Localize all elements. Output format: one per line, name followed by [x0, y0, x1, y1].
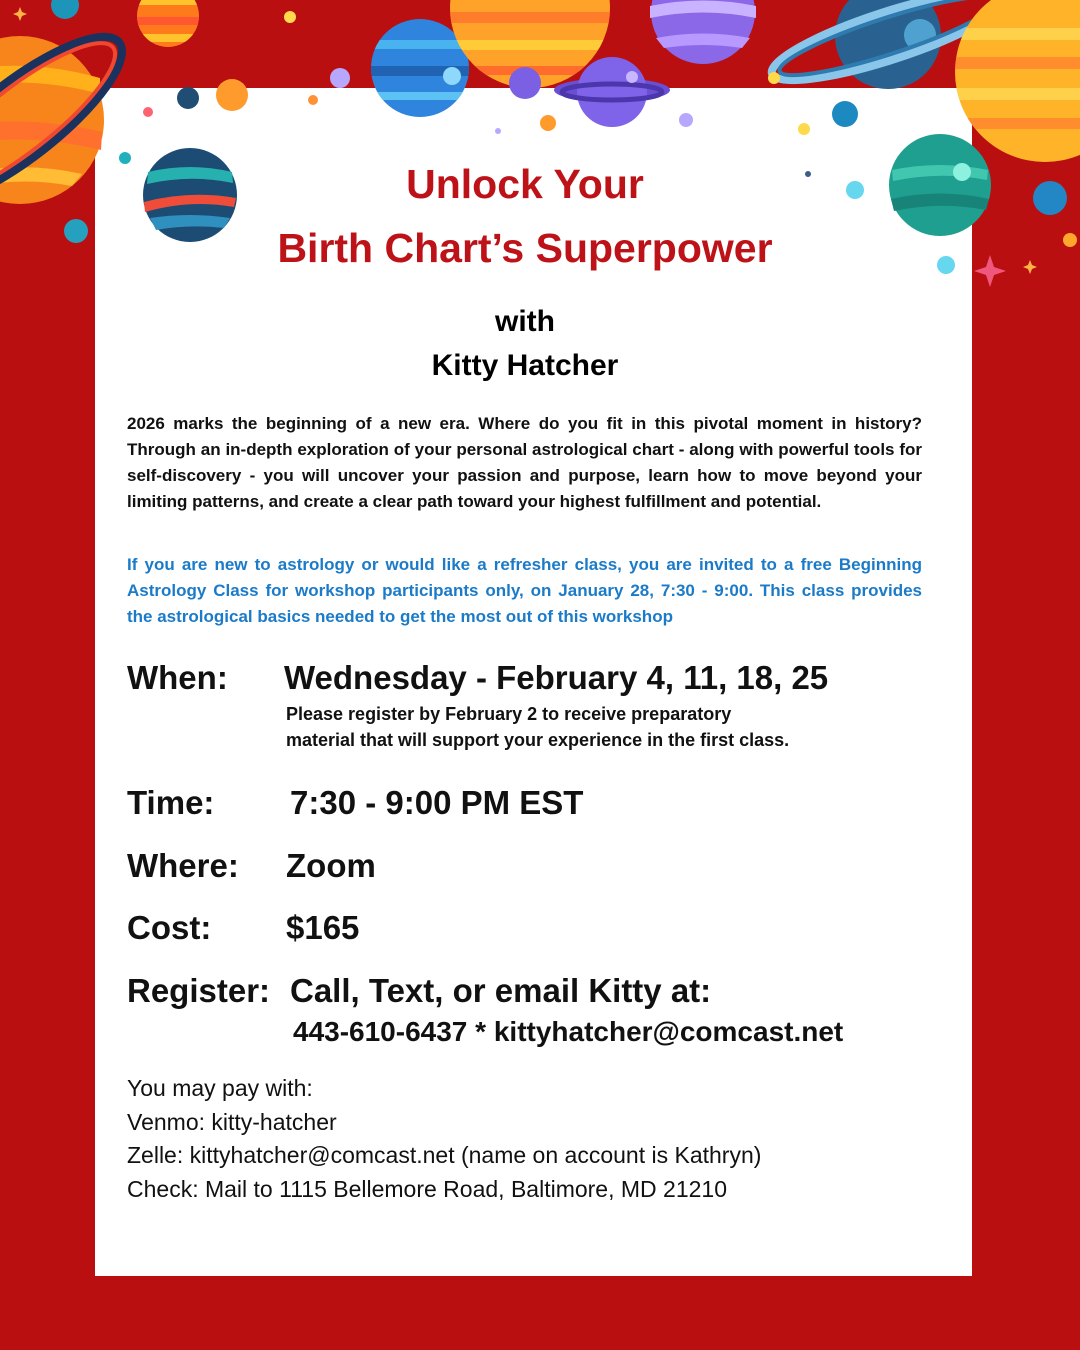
register-value: Call, Text, or email Kitty at:: [290, 972, 712, 1009]
presenter-name: Kitty Hatcher: [431, 349, 619, 382]
star-sparkle-icon: [974, 255, 1006, 287]
payment-zelle: Zelle: kittyhatcher@comcast.net (name on account is Kathryn): [127, 1142, 762, 1168]
when-note-line-1: Please register by February 2 to receive preparatory: [286, 704, 732, 724]
teal-planet-icon: [1033, 181, 1067, 215]
ringed-planet-icon: [765, 0, 1012, 97]
cost-label: Cost:: [127, 909, 212, 946]
beginner-note: If you are new to astrology or would like a refresher class, you are invited to a free Beginning Astrology Class for workshop participants only, on January 28, 7:30 - 9:00. This class provides the astrological basics needed to get the most out of this workshop: [127, 555, 922, 626]
where-label: Where:: [127, 847, 239, 884]
payment-options: [127, 1072, 927, 1206]
phone-number[interactable]: 443-610-6437: [293, 1016, 468, 1047]
payment-intro: You may pay with:: [127, 1075, 313, 1101]
content-area: [95, 88, 972, 1276]
when-value: Wednesday - February 4, 11, 18, 25: [284, 659, 829, 696]
register-label: Register:: [127, 972, 271, 1009]
orange-planet-icon: [130, 0, 210, 47]
when-note-line-2: material that will support your experience in the first class.: [286, 730, 790, 750]
orange-planet-icon: [440, 0, 630, 88]
star-sparkle-icon: [1023, 260, 1037, 274]
teal-planet-icon: [64, 219, 88, 243]
star-sparkle-icon: [13, 7, 27, 21]
dot-sparkle-icon: [1063, 233, 1077, 247]
purple-planet-icon: [650, 0, 756, 64]
with-text: with: [495, 305, 555, 338]
time-value: 7:30 - 9:00 PM EST: [290, 784, 584, 821]
contact-separator: *: [475, 1016, 487, 1047]
time-label: Time:: [127, 784, 215, 821]
purple-planet-icon: [330, 68, 350, 88]
when-label: When:: [127, 659, 228, 696]
headline-line-2: Birth Chart’s Superpower: [277, 225, 773, 271]
dot-sparkle-icon: [768, 72, 780, 84]
teal-planet-icon: [51, 0, 79, 19]
cost-value: $165: [286, 909, 360, 946]
email-address[interactable]: kittyhatcher@comcast.net: [493, 1016, 844, 1047]
payment-venmo: Venmo: kitty-hatcher: [127, 1108, 337, 1135]
contact-line: [293, 1018, 843, 1046]
where-value: Zoom: [286, 847, 376, 884]
dot-sparkle-icon: [284, 11, 296, 23]
headline-line-1: Unlock Your: [406, 161, 644, 207]
intro-paragraph: 2026 marks the beginning of a new era. Where do you fit in this pivotal moment in history? Through an in-depth exploration of your personal astrological chart - along with powerful tools for self-discovery - you will uncover your passion and purpose, learn how to move beyond your limiting patterns, and create a clear path toward your highest fulfillment and potential.: [127, 414, 922, 511]
payment-check: Check: Mail to 1115 Bellemore Road, Baltimore, MD 21210: [127, 1175, 727, 1202]
